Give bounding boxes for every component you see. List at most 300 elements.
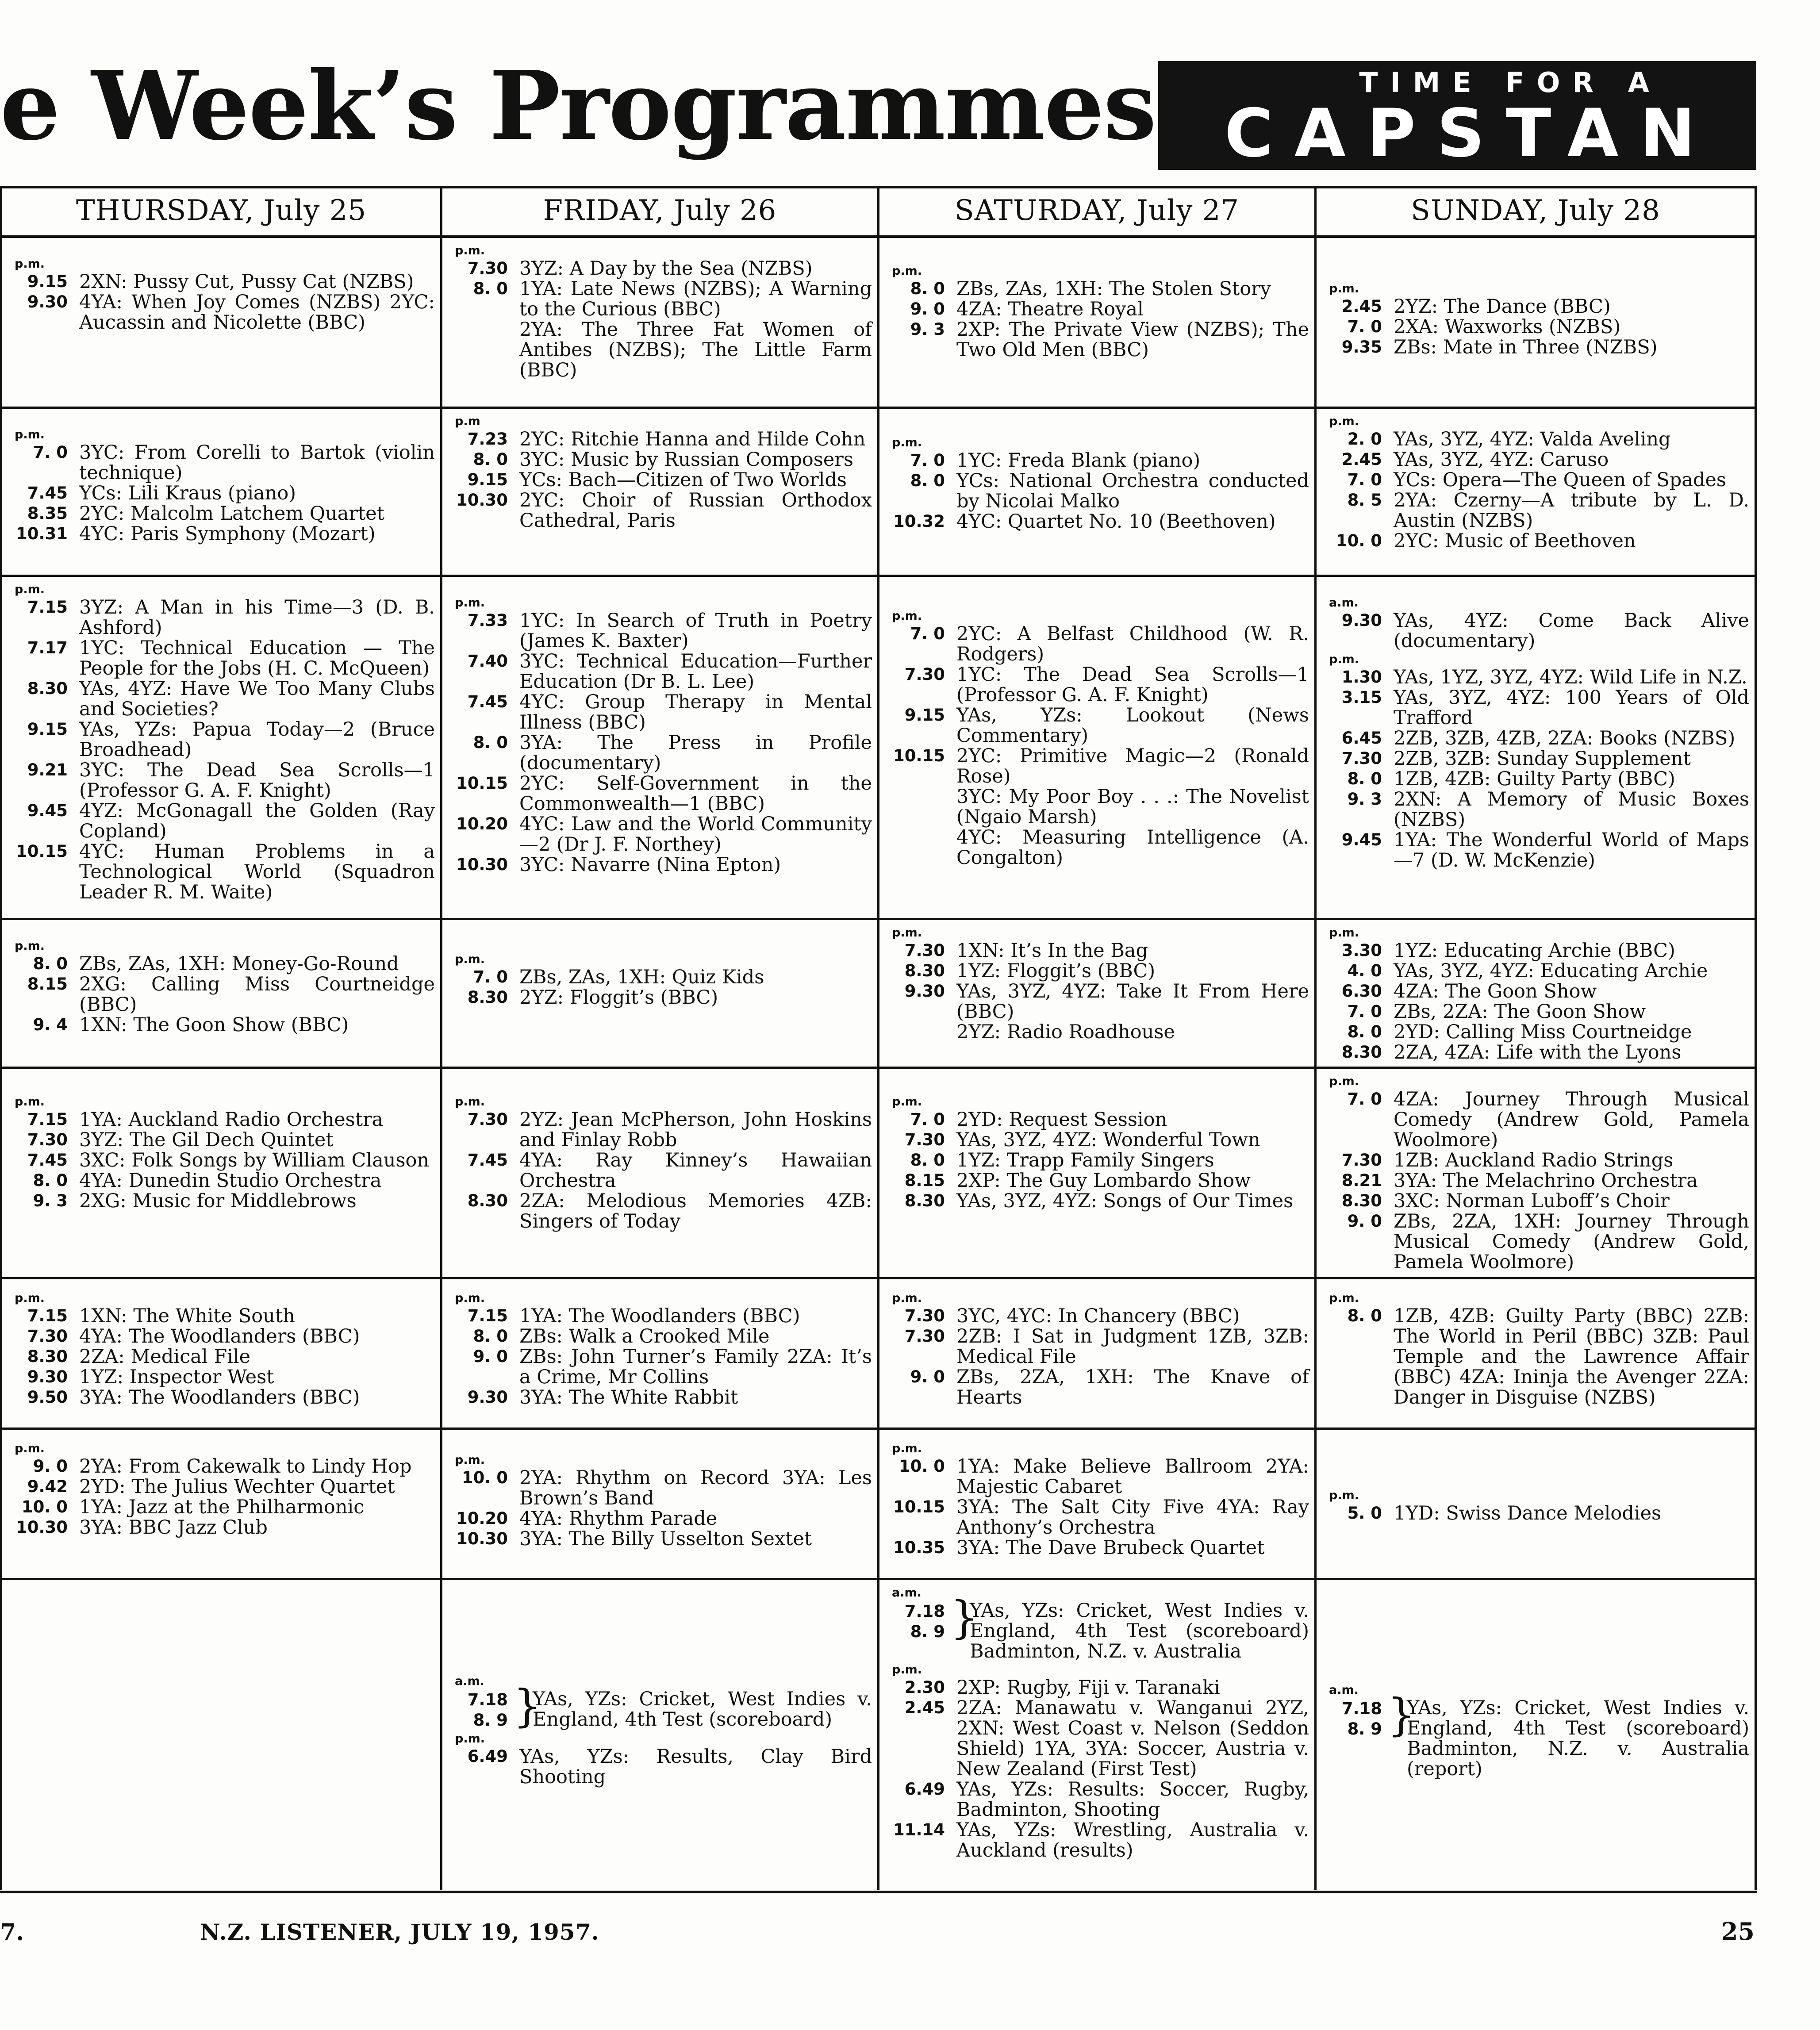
- programme-block: [1325, 282, 1749, 357]
- programme-entry: [1325, 317, 1749, 337]
- programme-block: [887, 1442, 1309, 1558]
- page-title: e Week’s Programmes: [0, 50, 1156, 161]
- programme-block: [887, 1292, 1309, 1408]
- programme-block: [1325, 1684, 1749, 1779]
- programme-entry: [1325, 940, 1749, 961]
- programme-description: YAs, YZs: Wrestling, Australia v. Auckland (results): [956, 1819, 1309, 1861]
- programme-entry: [10, 597, 435, 638]
- programme-time: 11.14: [893, 1820, 945, 1839]
- programme-description: 1YA: Make Believe Ballroom 2YA: Majestic Cabaret: [956, 1455, 1309, 1498]
- programme-time: 8.30: [467, 988, 508, 1007]
- programme-time: 7. 0: [1347, 317, 1382, 336]
- programme-entry: [1325, 449, 1749, 470]
- programme-description: ZBs, ZAs, 1XH: Quiz Kids: [519, 966, 764, 988]
- programme-description: 4YA: The Woodlanders (BBC): [79, 1325, 360, 1347]
- programme-description: 4YC: Human Problems in a Technological World (Squadron Leader R. M. Waite): [79, 840, 435, 903]
- day-header-thursday: THURSDAY, July 25: [0, 188, 442, 238]
- programme-description: YAs, YZs: Results: Soccer, Rugby, Badminton, Shooting: [956, 1778, 1309, 1821]
- period-label: p.m.: [455, 1453, 485, 1467]
- programme-cell-saturday: [879, 577, 1317, 920]
- programme-entry: [10, 1170, 435, 1191]
- programme-cell-friday: [442, 1580, 879, 1890]
- programme-cell-sunday: [1317, 409, 1757, 577]
- programme-cell-sunday: [1317, 1279, 1757, 1430]
- programme-entry: [887, 299, 1309, 319]
- programme-cell-saturday: [879, 1430, 1317, 1580]
- programme-time: [450, 319, 519, 380]
- programme-description: 1YD: Swiss Dance Melodies: [1394, 1502, 1662, 1524]
- programme-entry: [10, 1130, 435, 1150]
- programme-description: 1XN: It’s In the Bag: [956, 940, 1148, 962]
- programme-entry: [887, 1022, 1309, 1042]
- ad-tagline: TIME FOR A: [1359, 66, 1662, 99]
- programme-time: 7.30: [27, 1327, 68, 1346]
- programme-cell-saturday: [879, 238, 1317, 409]
- programme-entry: [10, 1109, 435, 1130]
- brace-glyph: }: [950, 1592, 979, 1643]
- programme-description: 3YC: Music by Russian Composers: [519, 449, 853, 471]
- period-label: p.m.: [1329, 652, 1359, 666]
- brace-glyph: }: [1387, 1689, 1416, 1741]
- programme-time: 9.45: [27, 801, 68, 820]
- period-label: p.m.: [892, 1442, 922, 1455]
- programme-time: 7.30: [467, 1110, 508, 1129]
- programme-description: 3XC: Norman Luboff’s Choir: [1394, 1190, 1670, 1212]
- programme-entry: [887, 1538, 1309, 1558]
- programme-time: 7.45: [467, 692, 508, 711]
- programme-description: 2YA: Czerny—A tribute by L. D. Austin (NZBS): [1394, 489, 1749, 532]
- footer-publication: N.Z. LISTENER, JULY 19, 1957.: [200, 1919, 599, 1945]
- programme-cell-thursday: [0, 577, 442, 920]
- period-label: p.m.: [1329, 1291, 1359, 1305]
- programme-time: 8.30: [1341, 1191, 1382, 1210]
- programme-time: 7.23: [467, 430, 508, 449]
- programme-time: 8.15: [27, 975, 68, 994]
- programme-entry: [10, 272, 435, 292]
- period-label: p.m.: [892, 926, 922, 940]
- programme-time: 7. 0: [910, 1110, 945, 1129]
- programme-description: YAs, YZs: Cricket, West Indies v. England, 4th Test (scoreboard) Badminton, N.Z. v. Australia: [970, 1600, 1309, 1662]
- programme-description: 2YA: From Cakewalk to Lindy Hop: [79, 1455, 412, 1477]
- programme-entry: [887, 1820, 1309, 1861]
- programme-time: 6.30: [1341, 982, 1382, 1001]
- programme-time: 7.18 8. 9: [467, 1690, 508, 1730]
- day-header-saturday: SATURDAY, July 27: [879, 188, 1317, 238]
- programme-block: [10, 583, 435, 902]
- programme-description: 2XN: A Memory of Music Boxes (NZBS): [1394, 788, 1749, 831]
- programme-description: 2ZB, 3ZB, 4ZB, 2ZA: Books (NZBS): [1394, 727, 1736, 749]
- programme-description: 4YC: Measuring Intelligence (A. Congalton): [956, 826, 1309, 869]
- period-label: p.m.: [1329, 282, 1359, 295]
- programme-description: 2YA: The Three Fat Women of Antibes (NZBS); The Little Farm (BBC): [519, 319, 872, 381]
- programme-block: [450, 415, 872, 531]
- period-label: p.m.: [1329, 926, 1359, 940]
- programme-entry: [887, 1677, 1309, 1698]
- programme-time: 4. 0: [1347, 961, 1382, 980]
- programme-entry: [450, 319, 872, 380]
- programme-block: [887, 436, 1309, 532]
- programme-entry: [1325, 610, 1749, 651]
- programme-entry: [450, 279, 872, 319]
- programme-cell-thursday: [0, 1580, 442, 1890]
- programme-entry: [10, 1497, 435, 1517]
- programme-description: 2ZB, 3ZB: Sunday Supplement: [1394, 748, 1691, 770]
- programme-time: 7.33: [467, 611, 508, 630]
- programme-time: 9. 3: [33, 1191, 68, 1210]
- programme-description: YAs, 3YZ, 4YZ: Wonderful Town: [956, 1129, 1260, 1151]
- programme-description: 2XN: Pussy Cut, Pussy Cat (NZBS): [79, 271, 414, 293]
- programme-cell-thursday: [0, 1069, 442, 1279]
- programme-description: 1YA: The Wonderful World of Maps—7 (D. W. McKenzie): [1394, 829, 1749, 871]
- programme-description: 4YA: When Joy Comes (NZBS) 2YC: Aucassin and Nicolette (BBC): [79, 291, 435, 334]
- programme-description: 2YZ: Jean McPherson, John Hoskins and Finlay Robb: [519, 1109, 872, 1151]
- programme-entry: [887, 624, 1309, 664]
- programme-time: 9.35: [1341, 338, 1382, 357]
- programme-entry: [1325, 1170, 1749, 1191]
- period-label: p.m.: [455, 1095, 485, 1109]
- programme-description: 4YC: Quartet No. 10 (Beethoven): [956, 510, 1276, 533]
- programme-description: YAs, 3YZ, 4YZ: Educating Archie: [1394, 960, 1708, 982]
- programme-time: 8.30: [904, 961, 945, 980]
- programme-time: 7.30: [904, 941, 945, 960]
- programme-time: 8. 0: [1347, 1022, 1382, 1041]
- programme-time: 8.30: [1341, 1043, 1382, 1062]
- programme-time: 10. 0: [461, 1468, 508, 1487]
- programme-block: [887, 610, 1309, 868]
- programme-entry: [450, 1347, 872, 1387]
- programme-time: 9.15: [27, 720, 68, 739]
- programme-description: YAs, YZs: Cricket, West Indies v. England, 4th Test (scoreboard) Badminton, N.Z. v. Australia (report): [1407, 1697, 1749, 1780]
- programme-description: 1YA: Late News (NZBS); A Warning to the Curious (BBC): [519, 278, 872, 320]
- programme-entry: [1325, 1042, 1749, 1063]
- programme-entry: [450, 987, 872, 1008]
- programme-cell-sunday: [1317, 1069, 1757, 1279]
- programme-description: 4YC: Paris Symphony (Mozart): [79, 523, 376, 545]
- programme-entry: [887, 787, 1309, 827]
- programme-description: YAs, 3YZ, 4YZ: Take It From Here (BBC): [956, 980, 1309, 1023]
- programme-entry: [450, 1387, 872, 1408]
- programme-entry: [10, 524, 435, 544]
- programme-entry: [10, 1150, 435, 1170]
- programme-time: 8. 0: [1347, 1306, 1382, 1325]
- programme-cell-sunday: [1317, 238, 1757, 409]
- programme-time: 7. 0: [910, 624, 945, 643]
- programme-entry: [450, 490, 872, 531]
- programme-description: 2YZ: Radio Roadhouse: [956, 1021, 1175, 1043]
- programme-description: 2ZB: I Sat in Judgment 1ZB, 3ZB: Medical File: [956, 1325, 1309, 1368]
- programme-entry: [1325, 337, 1749, 357]
- programme-time: 8.15: [904, 1171, 945, 1190]
- programme-entry: [450, 1529, 872, 1549]
- programme-cell-sunday: [1317, 1580, 1757, 1890]
- programme-time: 7.30: [904, 1130, 945, 1149]
- period-label: p.m.: [455, 952, 485, 966]
- programme-entry: [450, 1191, 872, 1232]
- programme-description: ZBs, 2ZA, 1XH: The Knave of Hearts: [956, 1366, 1309, 1408]
- programme-entry: [887, 664, 1309, 705]
- programme-entry: [450, 1306, 872, 1326]
- programme-cell-thursday: [0, 409, 442, 577]
- programme-time: [887, 787, 956, 827]
- programme-description: 2YD: The Julius Wechter Quartet: [79, 1476, 395, 1498]
- brace-glyph: }: [513, 1680, 541, 1732]
- programme-time: 9.45: [1341, 830, 1382, 849]
- programme-description: YAs, 3YZ, 4YZ: Valda Aveling: [1394, 428, 1671, 450]
- programme-entry: [887, 940, 1309, 961]
- programme-entry: [450, 1150, 872, 1191]
- programme-time: 9. 0: [1347, 1212, 1382, 1231]
- programme-time: 10.31: [15, 524, 68, 543]
- programme-entry: [450, 967, 872, 987]
- programme-entry: [1325, 1022, 1749, 1042]
- programme-description: 1ZB, 4ZB: Guilty Party (BBC): [1394, 768, 1675, 790]
- programme-time: 8.30: [467, 1191, 508, 1210]
- programme-entry: [10, 801, 435, 841]
- programme-entry: [887, 827, 1309, 868]
- programme-cell-thursday: [0, 920, 442, 1069]
- programme-time: 7. 0: [1347, 1090, 1382, 1109]
- programme-time: 9. 3: [910, 320, 945, 339]
- programme-block: [450, 1454, 872, 1549]
- period-label: p.m.: [15, 257, 45, 271]
- programme-entry: [10, 1477, 435, 1497]
- programme-entry: [887, 511, 1309, 532]
- programme-description: 1YZ: Inspector West: [79, 1366, 274, 1388]
- programme-block: [1325, 1292, 1749, 1408]
- programme-description: 3YA: The Melachrino Orchestra: [1394, 1170, 1698, 1192]
- programme-time: 10.30: [456, 1529, 508, 1548]
- programme-entry: [887, 471, 1309, 511]
- programme-description: 1YC: The Dead Sea Scrolls—1 (Professor G. A. F. Knight): [956, 664, 1309, 706]
- programme-description: 3YZ: A Man in his Time—3 (D. B. Ashford): [79, 596, 435, 639]
- programme-time: 8.30: [27, 1347, 68, 1366]
- programme-entry: [887, 279, 1309, 299]
- programme-time: 9.15: [467, 470, 508, 489]
- programme-description: 1YA: Auckland Radio Orchestra: [79, 1109, 384, 1131]
- programme-block: [10, 1442, 435, 1538]
- programme-entry: [1325, 748, 1749, 769]
- programme-description: 2YC: A Belfast Childhood (W. R. Rodgers): [956, 623, 1309, 665]
- programme-entry: [1325, 490, 1749, 531]
- programme-description: 2YC: Music of Beethoven: [1394, 530, 1636, 552]
- period-label: p.m.: [15, 1442, 45, 1455]
- programme-time: 10. 0: [21, 1497, 68, 1516]
- programme-time: 6.49: [467, 1747, 508, 1766]
- programme-description: 4YA: Rhythm Parade: [519, 1508, 718, 1530]
- programme-description: YAs, YZs: Lookout (News Commentary): [956, 704, 1309, 747]
- programme-description: YCs: National Orchestra conducted by Nicolai Malko: [956, 470, 1309, 512]
- programme-time: 9.15: [27, 272, 68, 291]
- programme-description: 4YC: Group Therapy in Mental Illness (BBC): [519, 691, 872, 733]
- programme-entry: [887, 1306, 1309, 1326]
- programme-entry: [450, 449, 872, 470]
- programme-entry: [450, 429, 872, 449]
- programme-block: [887, 265, 1309, 360]
- programme-time: 2.45: [1341, 450, 1382, 469]
- programme-entry: [1325, 1191, 1749, 1211]
- programme-entry: [10, 841, 435, 902]
- programme-time: 9. 0: [910, 299, 945, 319]
- programme-time: 9.30: [904, 982, 945, 1001]
- period-label: p.m.: [892, 1291, 922, 1305]
- programme-time: 9. 3: [1347, 790, 1382, 809]
- programme-description: 3YA: The Press in Profile (documentary): [519, 732, 872, 774]
- footer-page-left: 7.: [0, 1919, 24, 1946]
- programme-time: 8. 0: [473, 279, 508, 298]
- programme-entry: [1325, 830, 1749, 871]
- programme-grid: [0, 186, 1757, 1893]
- programme-entry: [450, 1326, 872, 1347]
- programme-time: [887, 827, 956, 868]
- programme-entry: [887, 319, 1309, 360]
- programme-description: 2YC: Self-Government in the Commonwealth—1 (BBC): [519, 772, 872, 815]
- programme-time: 8.30: [904, 1191, 945, 1210]
- programme-time: 10.15: [893, 746, 945, 765]
- programme-entry: [10, 503, 435, 524]
- programme-entry: [1325, 789, 1749, 830]
- programme-time: 8. 0: [910, 279, 945, 298]
- programme-entry: [10, 442, 435, 483]
- programme-time: 7.15: [27, 1306, 68, 1325]
- programme-description: 2YC: Malcolm Latchem Quartet: [79, 503, 384, 525]
- programme-description: 3YC: Technical Education—Further Education (Dr B. L. Lee): [519, 650, 872, 693]
- programme-description: ZBs, 2ZA, 1XH: Journey Through Musical Comedy (Andrew Gold, Pamela Woolmore): [1394, 1210, 1749, 1273]
- programme-entry: [887, 1109, 1309, 1130]
- programme-time: 7. 0: [473, 967, 508, 986]
- programme-entry: [10, 1387, 435, 1408]
- programme-description: 2XA: Waxworks (NZBS): [1394, 316, 1621, 338]
- programme-entry: [1325, 981, 1749, 1002]
- programme-time: 9.15: [904, 706, 945, 725]
- programme-time: 9. 0: [33, 1457, 68, 1476]
- programme-entry: [450, 1109, 872, 1150]
- programme-entry: [887, 1191, 1309, 1211]
- programme-description: ZBs: John Turner’s Family 2ZA: It’s a Crime, Mr Collins: [519, 1346, 872, 1388]
- programme-entry: [450, 1468, 872, 1508]
- programme-entry: [450, 1746, 872, 1787]
- programme-description: ZBs: Mate in Three (NZBS): [1394, 336, 1658, 358]
- programme-time: 3.15: [1341, 688, 1382, 707]
- programme-description: 2ZA: Melodious Memories 4ZB: Singers of Today: [519, 1190, 872, 1232]
- programme-time: 8. 0: [910, 471, 945, 490]
- programme-cell-friday: [442, 1279, 879, 1430]
- programme-entry: [450, 855, 872, 875]
- programme-description: 3YC: The Dead Sea Scrolls—1 (Professor G. A. F. Knight): [79, 759, 435, 802]
- programme-description: 3YA: The Woodlanders (BBC): [79, 1386, 360, 1408]
- programme-entry: [887, 1130, 1309, 1150]
- period-label: a.m.: [455, 1674, 484, 1688]
- programme-entry: [1325, 531, 1749, 551]
- programme-time: 5. 0: [1347, 1504, 1382, 1523]
- programme-time: 2. 0: [1347, 430, 1382, 449]
- programme-description: YAs, 4YZ: Come Back Alive (documentary): [1394, 610, 1749, 652]
- programme-time: 8. 5: [1347, 491, 1382, 510]
- programme-description: 2XG: Music for Middlebrows: [79, 1190, 357, 1212]
- day-header-friday: FRIDAY, July 26: [442, 188, 879, 238]
- ad-brand: CAPSTAN: [1224, 95, 1717, 172]
- programme-cell-friday: [442, 1430, 879, 1580]
- programme-cell-sunday: [1317, 920, 1757, 1069]
- programme-time: 7.18 8. 9: [904, 1602, 945, 1641]
- programme-description: 3YA: The Billy Usselton Sextet: [519, 1528, 812, 1550]
- programme-block: [1325, 415, 1749, 551]
- programme-cell-saturday: [879, 409, 1317, 577]
- programme-cell-friday: [442, 238, 879, 409]
- programme-description: ZBs, ZAs, 1XH: Money-Go-Round: [79, 953, 399, 975]
- programme-description: 2YD: Calling Miss Courtneidge: [1394, 1021, 1692, 1043]
- programme-entry: [450, 258, 872, 279]
- programme-description: 1YC: Freda Blank (piano): [956, 449, 1201, 472]
- programme-entry: [887, 1326, 1309, 1367]
- programme-time: 7.45: [467, 1151, 508, 1170]
- programme-entry: [10, 1456, 435, 1477]
- programme-description: YAs, 4YZ: Have We Too Many Clubs and Societies?: [79, 678, 435, 720]
- programme-entry: [10, 1517, 435, 1538]
- capstan-advertisement: [1158, 61, 1756, 170]
- programme-block: [1325, 1489, 1749, 1523]
- programme-cell-friday: [442, 1069, 879, 1279]
- programme-time: 10.15: [456, 774, 508, 793]
- programme-time: 8. 0: [473, 1327, 508, 1346]
- period-label: p.m.: [15, 428, 45, 441]
- programme-cell-saturday: [879, 1069, 1317, 1279]
- programme-time: 8.35: [27, 504, 68, 523]
- programme-entry: [10, 1326, 435, 1347]
- programme-entry: [1325, 961, 1749, 981]
- programme-time: 9.30: [1341, 611, 1382, 630]
- period-label: a.m.: [892, 1586, 922, 1600]
- programme-time: 7. 0: [1347, 1002, 1382, 1021]
- programme-description: 4YZ: McGonagall the Golden (Ray Copland): [79, 800, 435, 842]
- programme-block: [887, 1095, 1309, 1211]
- programme-description: 4ZA: The Goon Show: [1394, 980, 1597, 1002]
- programme-description: 3YC, 4YC: In Chancery (BBC): [956, 1305, 1240, 1327]
- period-label: p.m.: [15, 1291, 45, 1305]
- programme-entry: [10, 1347, 435, 1367]
- programme-time: 10. 0: [898, 1457, 945, 1476]
- programme-time: 9. 0: [910, 1367, 945, 1386]
- programme-entry: [887, 1779, 1309, 1820]
- programme-time: 7.30: [467, 259, 508, 278]
- programme-time: 6.49: [904, 1780, 945, 1799]
- programme-entry: [10, 760, 435, 801]
- programme-block: [10, 940, 435, 1035]
- programme-entry: [1325, 1089, 1749, 1150]
- programme-block: [450, 1675, 872, 1787]
- programme-block: [887, 1586, 1309, 1861]
- programme-cell-friday: [442, 920, 879, 1069]
- programme-description: YAs, YZs: Papua Today—2 (Bruce Broadhead): [79, 718, 435, 761]
- programme-cell-friday: [442, 409, 879, 577]
- programme-entry: [887, 981, 1309, 1022]
- programme-cell-sunday: [1317, 1430, 1757, 1580]
- period-label: p.m.: [455, 1732, 485, 1746]
- programme-entry: [10, 483, 435, 503]
- programme-entry: [1325, 687, 1749, 728]
- programme-cell-sunday: [1317, 577, 1757, 920]
- programme-description: 1YC: Technical Education — The People for the Jobs (H. C. McQueen): [79, 637, 435, 679]
- programme-description: YAs, 1YZ, 3YZ, 4YZ: Wild Life in N.Z.: [1394, 666, 1747, 688]
- programme-time: 10.15: [893, 1497, 945, 1516]
- period-label: a.m.: [1329, 596, 1359, 610]
- programme-time: 8. 0: [910, 1151, 945, 1170]
- programme-entry: [1325, 1503, 1749, 1523]
- programme-time: 7.30: [904, 1306, 945, 1325]
- programme-description: 4YC: Law and the World Community—2 (Dr J. F. Northey): [519, 813, 872, 856]
- programme-description: 2XP: The Guy Lombardo Show: [956, 1170, 1251, 1192]
- programme-block: [450, 244, 872, 380]
- programme-entry: [1325, 1211, 1749, 1272]
